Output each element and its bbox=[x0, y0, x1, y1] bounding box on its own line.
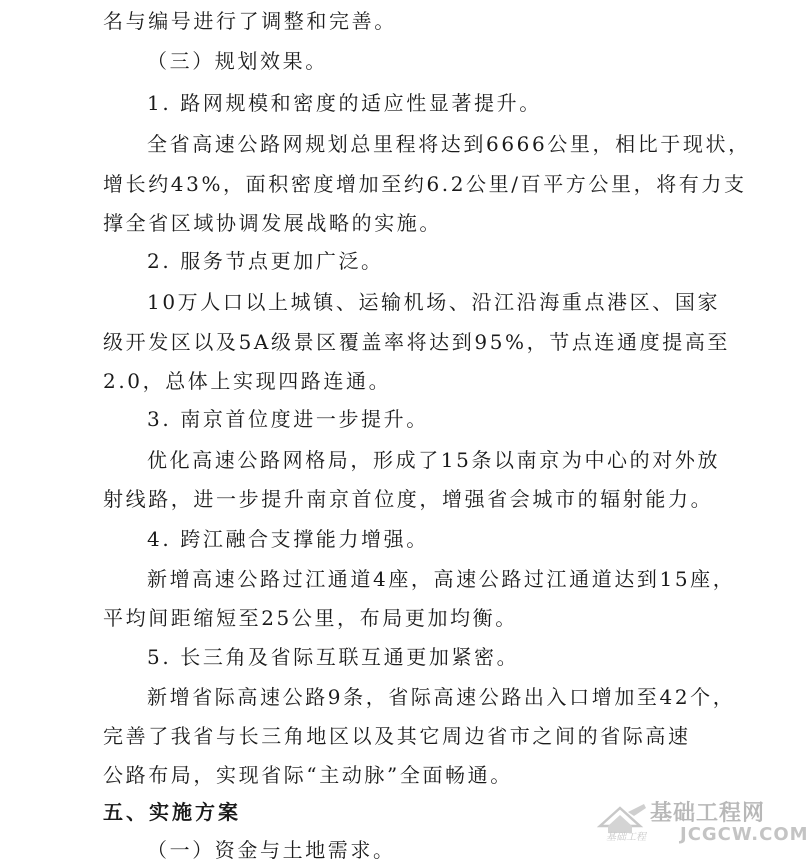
text-line: 撑全省区域协调发展战略的实施。 bbox=[103, 211, 442, 235]
text-line: 新增省际高速公路9条，省际高速公路出入口增加至42个， bbox=[147, 685, 736, 709]
text-line: 名与编号进行了调整和完善。 bbox=[103, 9, 397, 33]
text-line: 射线路，进一步提升南京首位度，增强省会城市的辐射能力。 bbox=[103, 487, 714, 511]
watermark-domain: JCGCW.COM bbox=[680, 824, 809, 845]
text-line: 公路布局，实现省际“主动脉”全面畅通。 bbox=[103, 763, 513, 787]
numbered-item-heading: 3. 南京首位度进一步提升。 bbox=[147, 407, 429, 431]
text-line: 全省高速公路网规划总里程将达到6666公里，相比于现状， bbox=[147, 132, 751, 156]
watermark-subtitle: 基础工程 bbox=[606, 832, 646, 843]
numbered-item-heading: 1. 路网规模和密度的适应性显著提升。 bbox=[147, 91, 542, 115]
watermark-title: 基础工程网 bbox=[650, 801, 766, 826]
text-line: 新增高速公路过江通道4座，高速公路过江通道达到15座， bbox=[147, 567, 736, 591]
text-line: 增长约43%，面积密度增加至约6.2公里/百平方公里，将有力支 bbox=[103, 172, 747, 196]
numbered-item-heading: 5. 长三角及省际互联互通更加紧密。 bbox=[147, 645, 520, 669]
numbered-item-heading: 2. 服务节点更加广泛。 bbox=[147, 249, 384, 273]
text-line: 完善了我省与长三角地区以及其它周边省市之间的省际高速 bbox=[103, 724, 691, 748]
section-subheading: （三）规划效果。 bbox=[147, 49, 328, 73]
section-subheading: （一）资金与土地需求。 bbox=[147, 838, 396, 862]
text-line: 优化高速公路网格局，形成了15条以南京为中心的对外放 bbox=[147, 448, 721, 472]
section-heading: 五、实施方案 bbox=[103, 800, 241, 824]
site-watermark bbox=[598, 796, 809, 852]
numbered-item-heading: 4. 跨江融合支撑能力增强。 bbox=[147, 527, 429, 551]
text-line: 平均间距缩短至25公里，布局更加均衡。 bbox=[103, 606, 518, 630]
text-line: 2.0，总体上实现四路连通。 bbox=[103, 369, 392, 393]
text-line: 10万人口以上城镇、运输机场、沿江沿海重点港区、国家 bbox=[147, 290, 721, 314]
text-line: 级开发区以及5A级景区覆盖率将达到95%，节点连通度提高至 bbox=[103, 330, 731, 354]
